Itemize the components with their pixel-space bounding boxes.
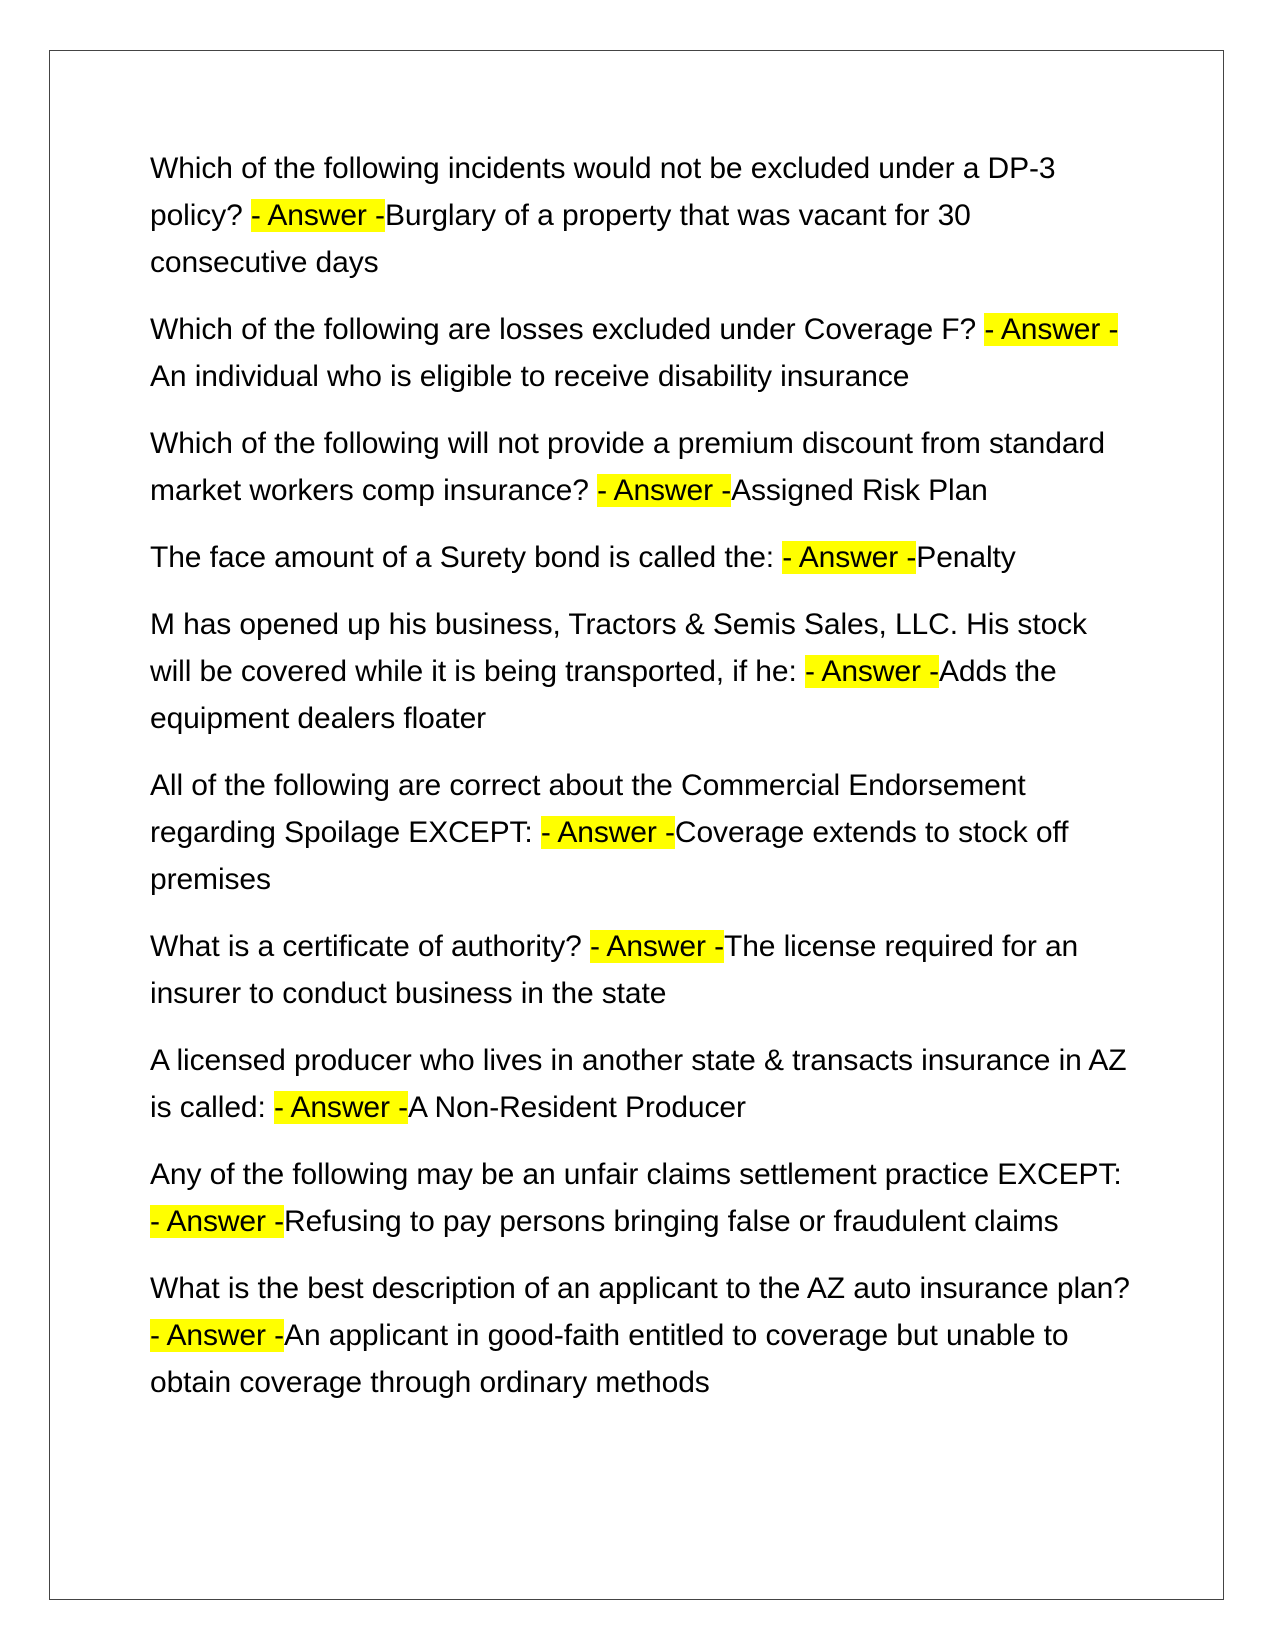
answer-marker: - Answer - xyxy=(150,1319,285,1352)
question-text: A licensed producer who lives in another state & transacts insurance in AZ is called: xyxy=(150,1044,1127,1124)
answer-text: Burglary of a property that was vacant for 30 consecutive days xyxy=(150,199,971,279)
answer-marker: - Answer - xyxy=(804,655,939,688)
answer-marker: - Answer - xyxy=(984,313,1119,346)
qa-item xyxy=(150,145,1130,286)
answer-text: The license required for an insurer to conduct business in the state xyxy=(150,930,1079,1010)
question-text: Which of the following will not provide a premium discount from standard market workers comp insurance? xyxy=(150,427,1105,507)
answer-marker: - Answer - xyxy=(597,474,732,507)
question-text: Which of the following are losses excluded under Coverage F? xyxy=(150,313,985,346)
answer-text: An applicant in good-faith entitled to coverage but unable to obtain coverage through ordinary methods xyxy=(150,1319,1069,1399)
answer-text: Adds the equipment dealers floater xyxy=(150,655,1057,735)
answer-text: Coverage extends to stock off premises xyxy=(150,816,1069,896)
question-text: The face amount of a Surety bond is called the: xyxy=(150,541,783,574)
qa-item xyxy=(150,923,1130,1017)
answer-text: Assigned Risk Plan xyxy=(731,474,988,507)
answer-marker: - Answer - xyxy=(250,199,385,232)
answer-marker: - Answer - xyxy=(589,930,724,963)
qa-item xyxy=(150,420,1130,514)
qa-item xyxy=(150,306,1130,400)
answer-marker: - Answer - xyxy=(150,1205,285,1238)
question-text: Any of the following may be an unfair claims settlement practice EXCEPT: xyxy=(150,1158,1122,1191)
answer-marker: - Answer - xyxy=(540,816,675,849)
qa-item xyxy=(150,1265,1130,1406)
answer-text: An individual who is eligible to receive disability insurance xyxy=(150,360,910,393)
qa-item xyxy=(150,534,1130,581)
question-text: What is a certificate of authority? xyxy=(150,930,590,963)
answer-text: A Non-Resident Producer xyxy=(408,1091,746,1124)
answer-text: Penalty xyxy=(916,541,1016,574)
qa-item xyxy=(150,762,1130,903)
answer-text: Refusing to pay persons bringing false or fraudulent claims xyxy=(284,1205,1059,1238)
question-text: Which of the following incidents would not be excluded under a DP-3 policy? xyxy=(150,152,1056,232)
answer-marker: - Answer - xyxy=(273,1091,408,1124)
qa-item xyxy=(150,1151,1130,1245)
answer-marker: - Answer - xyxy=(782,541,917,574)
qa-item xyxy=(150,1037,1130,1131)
question-text: M has opened up his business, Tractors & Semis Sales, LLC. His stock will be covered while it is being transported, if he: xyxy=(150,608,1087,688)
question-text: What is the best description of an applicant to the AZ auto insurance plan? xyxy=(150,1272,1130,1305)
question-text: All of the following are correct about the Commercial Endorsement regarding Spoilage EXCEPT: xyxy=(150,769,1026,849)
qa-list xyxy=(150,145,1130,1426)
qa-item xyxy=(150,601,1130,742)
